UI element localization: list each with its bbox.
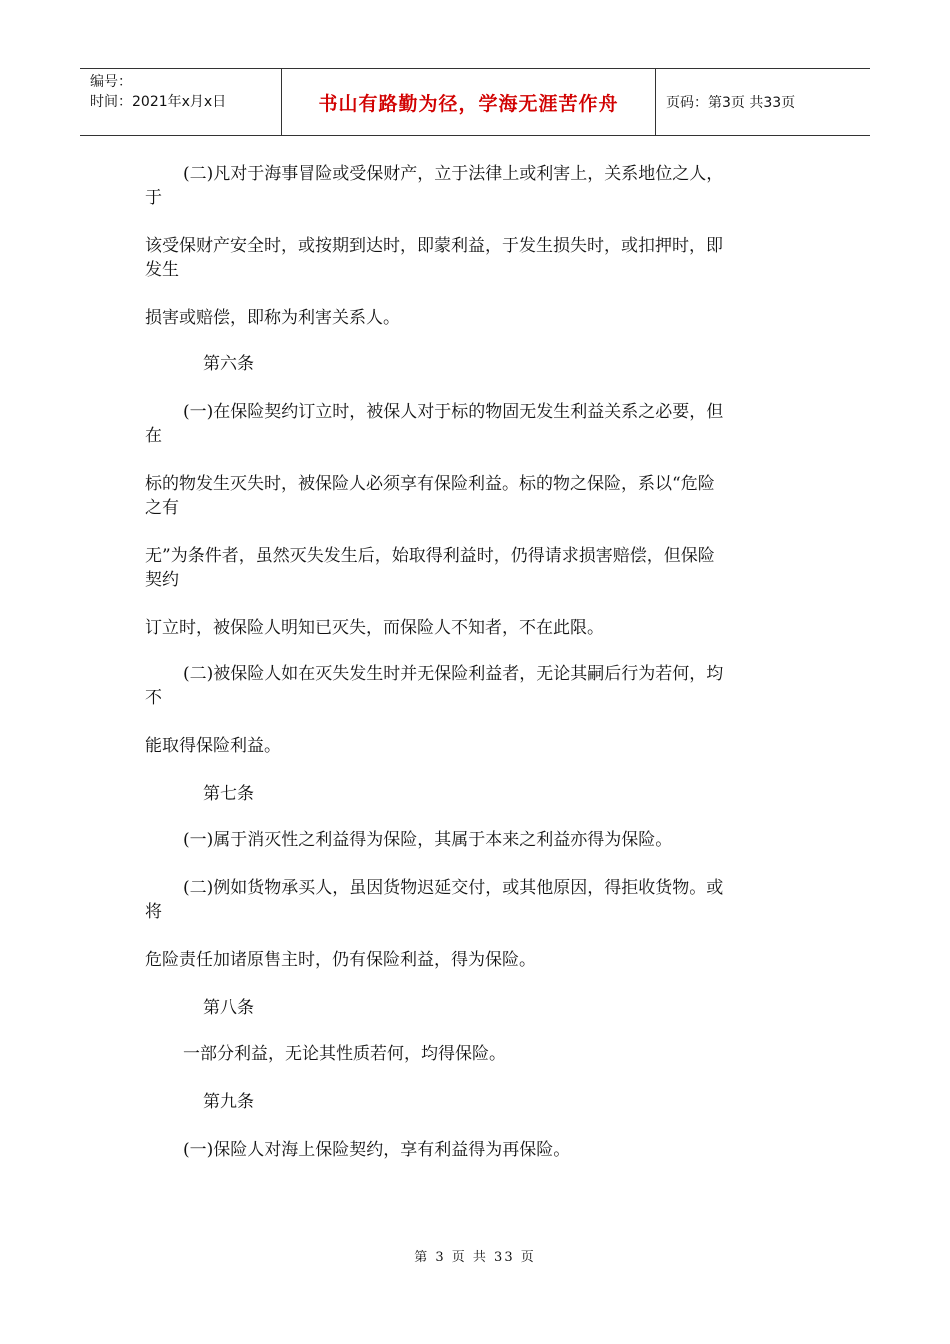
page-header	[80, 68, 870, 136]
text-line: 无”为条件者，虽然灭失发生后，始取得利益时，仍得请求损害赔偿，但保险	[145, 546, 715, 566]
page-footer: 第 3 页 共 33 页	[414, 1250, 536, 1265]
text-line: 能取得保险利益。	[145, 736, 281, 756]
text-line: 损害或赔偿，即称为利害关系人。	[145, 308, 400, 328]
text-line: 订立时，被保险人明知已灭失，而保险人不知者，不在此限。	[145, 618, 604, 638]
text-line: (二)凡对于海事冒险或受保财产，立于法律上或利害上，关系地位之人，	[183, 164, 724, 184]
text-line: 该受保财产安全时，或按期到达时，即蒙利益，于发生损失时，或扣押时，即	[145, 236, 723, 256]
text-line: 之有	[145, 498, 179, 518]
header-time: 时间：2021年x月x日	[90, 94, 227, 110]
text-line: (一)在保险契约订立时，被保人对于标的物固无发生利益关系之必要，但	[183, 402, 724, 422]
text-line: 标的物发生灭失时，被保险人必须享有保险利益。标的物之保险，系以“危险	[145, 474, 715, 494]
text-line: (二)例如货物承买人，虽因货物迟延交付，或其他原因，得拒收货物。或	[183, 878, 724, 898]
header-meta	[80, 69, 282, 135]
text-line: 于	[145, 188, 162, 208]
article-heading: 第九条	[203, 1092, 254, 1112]
text-line: 一部分利益，无论其性质若何，均得保险。	[183, 1044, 506, 1064]
text-line: 发生	[145, 260, 179, 280]
text-line: 契约	[145, 570, 179, 590]
header-motto: 书山有路勤为径，学海无涯苦作舟	[282, 69, 656, 135]
text-line: (一)保险人对海上保险契约，享有利益得为再保险。	[183, 1140, 571, 1160]
article-heading: 第八条	[203, 998, 254, 1018]
article-heading: 第七条	[203, 784, 254, 804]
article-heading: 第六条	[203, 354, 254, 374]
text-line: (一)属于消灭性之利益得为保险，其属于本来之利益亦得为保险。	[183, 830, 673, 850]
header-number: 编号：	[90, 74, 132, 90]
text-line: 危险责任加诸原售主时，仍有保险利益，得为保险。	[145, 950, 536, 970]
text-line: 不	[145, 688, 162, 708]
text-line: 在	[145, 426, 162, 446]
text-line: 将	[145, 902, 162, 922]
text-line: (二)被保险人如在灭失发生时并无保险利益者，无论其嗣后行为若何，均	[183, 664, 724, 684]
header-page-number: 页码：第3页 共33页	[666, 95, 796, 111]
